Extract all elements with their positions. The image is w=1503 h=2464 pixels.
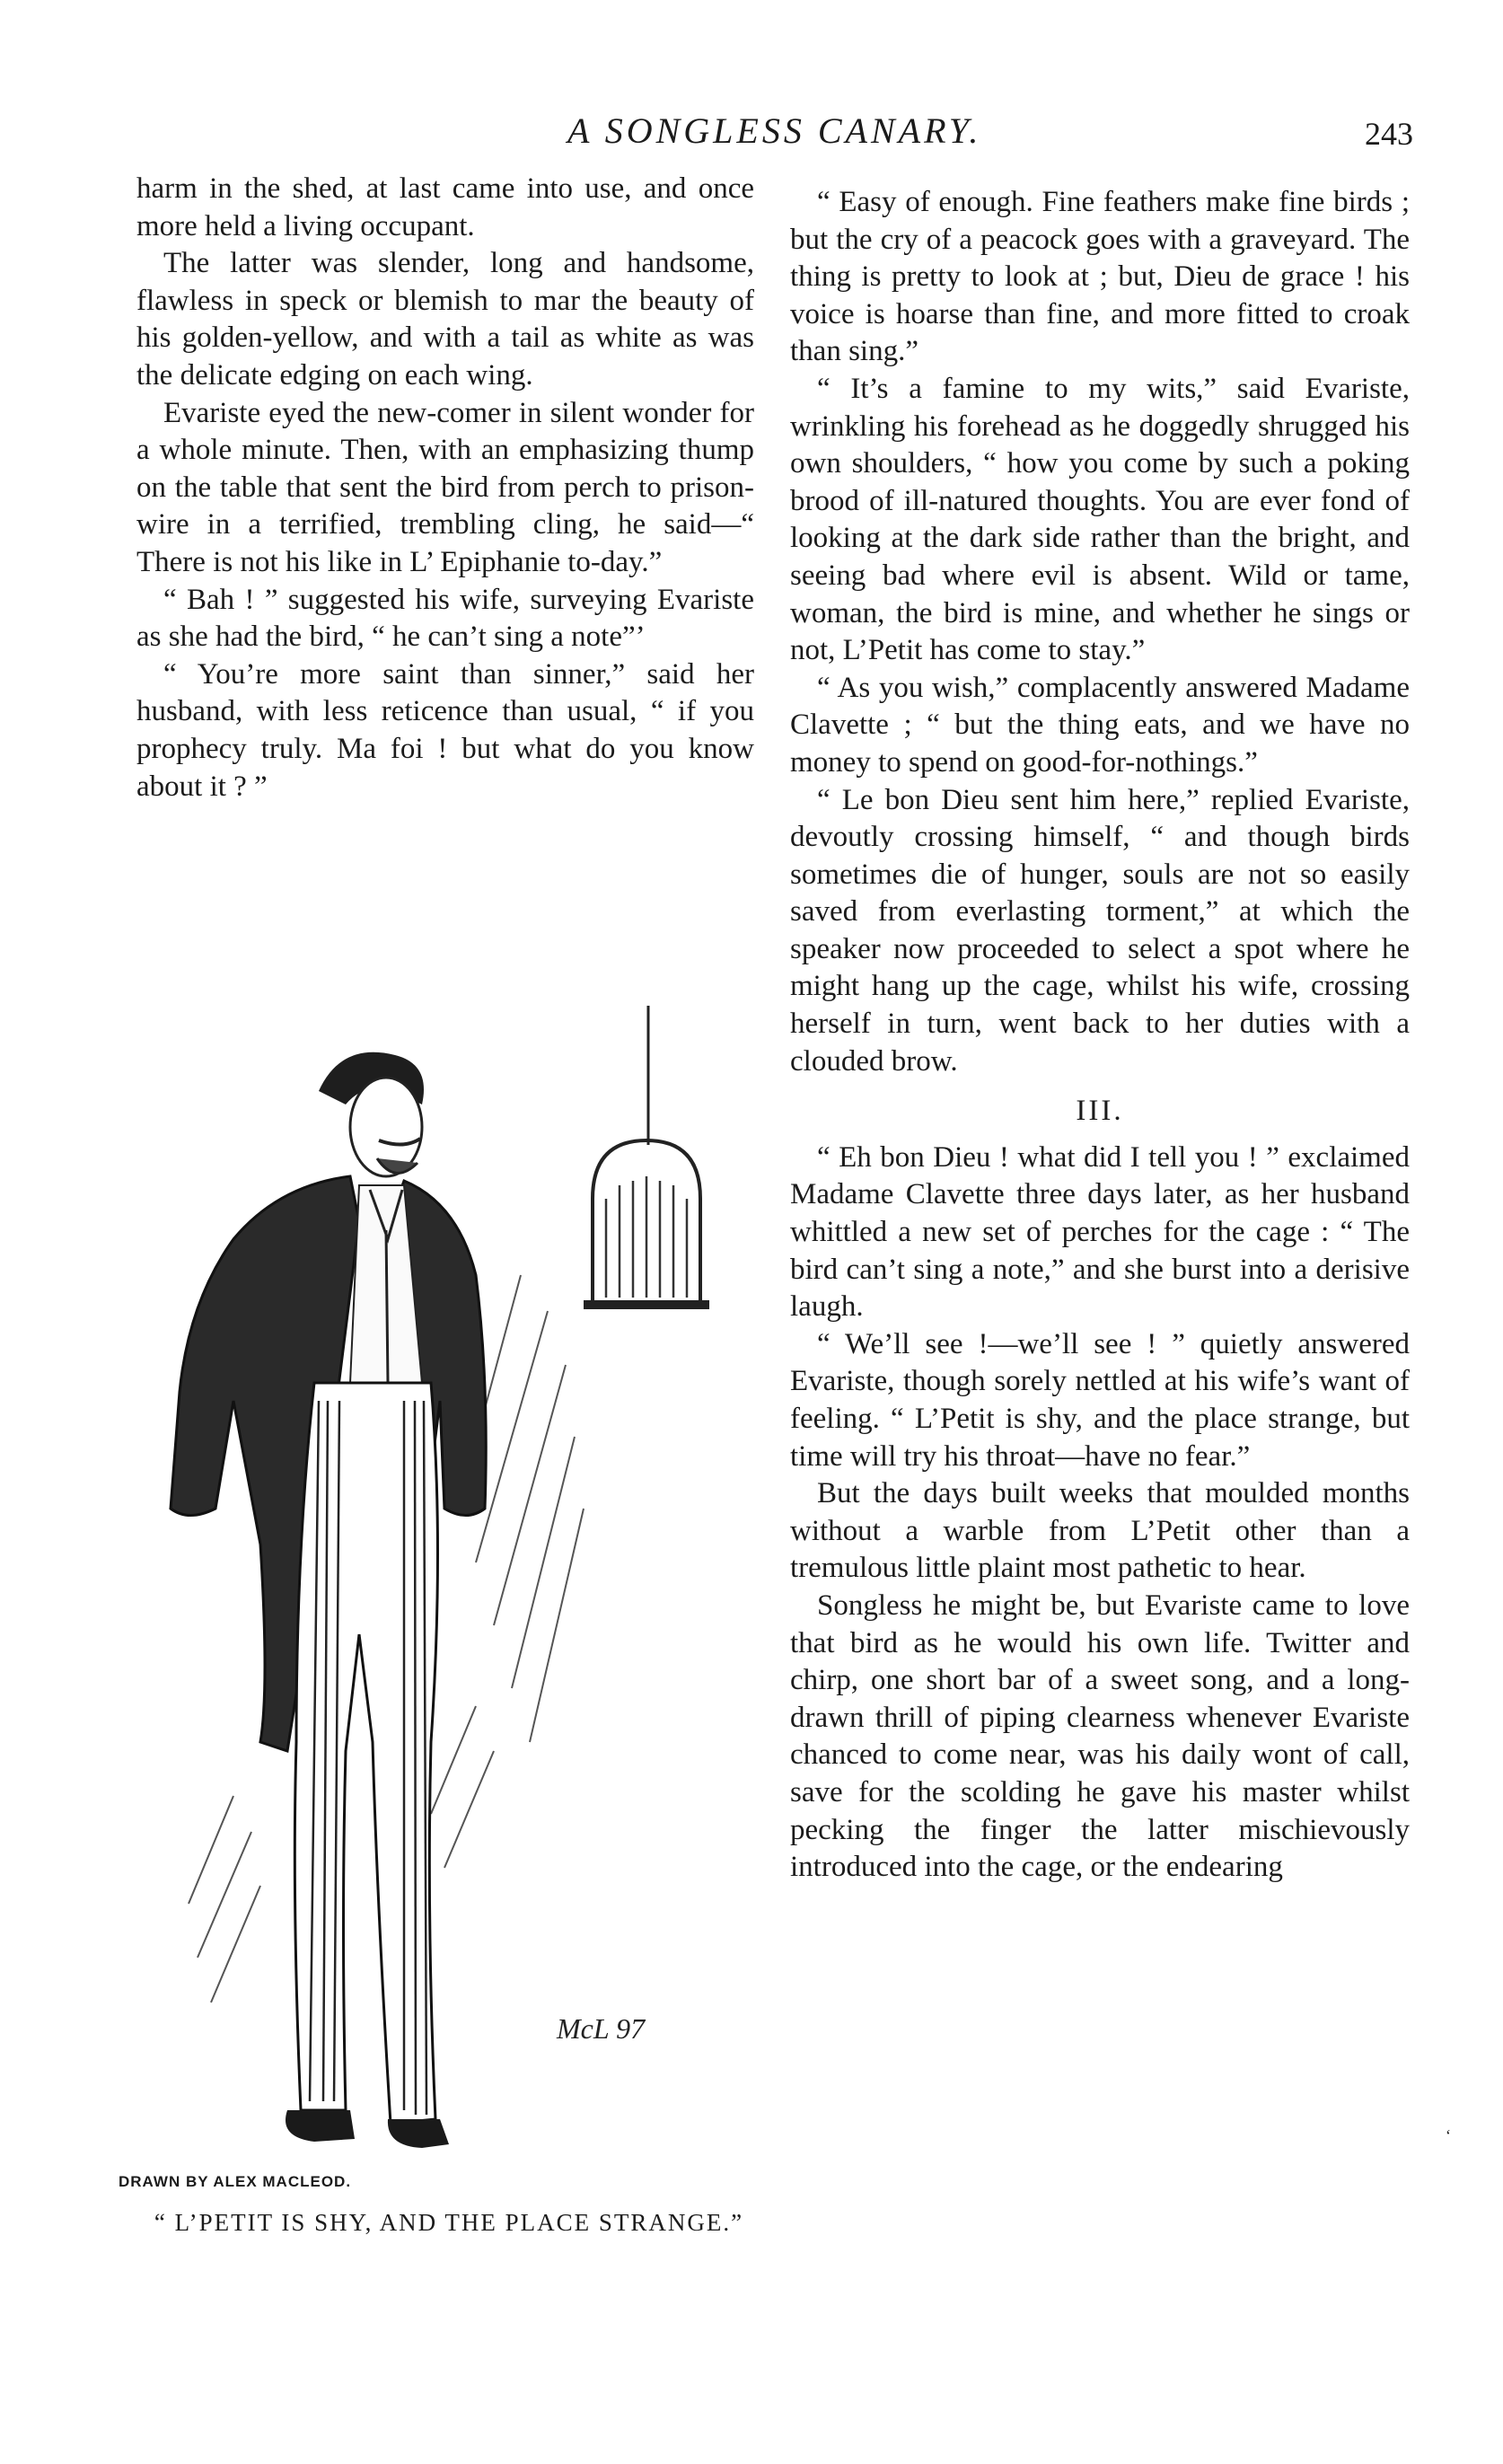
- paragraph: “ You’re more saint than sinner,” said her husband, with less reticence than usual, “ if you prophecy truly. Ma foi ! but what do you know about it ? ”: [136, 657, 754, 803]
- paragraph: harm in the shed, at last came into use, and once more held a living occupant.: [136, 172, 754, 242]
- paragraph: Songless he might be, but Evariste came to love that bird as he would his own life. Twitter and chirp, one short bar of a sweet song, and a long-drawn thrill of piping clearness whenever Evariste chanced to come near, was his daily wont of call, save for the scolding he gave his master whilst pecking the finger the latter mischievously introduced into the cage, or the endearing: [790, 1588, 1410, 1884]
- paragraph: “ It’s a famine to my wits,” said Evariste, wrinkling his forehead as he doggedly shrugged his own shoulders, “ how you come by such a poking brood of ill-natured thoughts. You are ever fond of looking at the dark side rather than the bright, and seeing bad where evil is absent. Wild or tame, woman, the bird is mine, and whether he sings or not, L’Petit has come to stay.”: [790, 372, 1410, 667]
- man-figure: [171, 1052, 486, 2148]
- left-column: [136, 171, 754, 805]
- section-number: III.: [1076, 1095, 1124, 1128]
- paragraph: Evariste eyed the new-comer in silent wonder for a whole minute. Then, with an emphasizing thump on the table that sent the bird from perch to prison-wire in a terrified, trembling cling, he said—“ There is not his like in L’ Epiphanie to-day.”: [136, 396, 754, 578]
- man-and-birdcage-drawing: [135, 1006, 763, 2164]
- paragraph: “ Bah ! ” suggested his wife, surveying Evariste as she had the bird, “ he can’t sing a note”’: [136, 583, 754, 654]
- paragraph: “ We’ll see !—we’ll see ! ” quietly answered Evariste, though sorely nettled at his wife’s want of feeling. “ L’Petit is shy, and the place strange, but time will try his throat—have no fear.”: [790, 1327, 1410, 1473]
- page-number: 243: [1365, 116, 1413, 152]
- artist-signature: McL 97: [557, 2012, 646, 2045]
- birdcage-icon: [584, 1140, 709, 1309]
- paragraph: “ As you wish,” complacently answered Madame Clavette ; “ but the thing eats, and we have no money to spend on good-for-nothings.”: [790, 671, 1410, 779]
- paragraph: “ Eh bon Dieu ! what did I tell you ! ” exclaimed Madame Clavette three days later, as her husband whittled a new set of perches for the cage : “ The bird can’t sing a note,” and she burst into a derisive laugh.: [790, 1140, 1410, 1324]
- illustration-caption: “ L’PETIT IS SHY, AND THE PLACE STRANGE.”: [154, 2209, 744, 2236]
- paragraph: The latter was slender, long and handsome, flawless in speck or blemish to mar the beauty of his golden-yellow, and with a tail as white as was the delicate edging on each wing.: [136, 247, 754, 392]
- margin-mark: ‘: [1446, 2126, 1451, 2144]
- paragraph: “ Le bon Dieu sent him here,” replied Evariste, devoutly crossing himself, “ and though birds sometimes die of hunger, souls are not so easily saved from everlasting torment,” at which the speaker now proceeded to select a spot where he might hang up the cage, whilst his wife, crossing herself in turn, went back to her duties with a clouded brow.: [790, 783, 1410, 1078]
- right-column: [790, 184, 1410, 1887]
- paragraph: “ Easy of enough. Fine feathers make fine birds ; but the cry of a peacock goes with a graveyard. The thing is pretty to look at ; but, Dieu de grace ! his voice is hoarse than fine, and more fitted to croak than sing.”: [790, 186, 1410, 368]
- paragraph: But the days built weeks that moulded months without a warble from L’Petit other than a tremulous little plaint most pathetic to hear.: [790, 1477, 1410, 1585]
- running-head: [0, 110, 1503, 154]
- illustration: [135, 1006, 763, 2164]
- illustration-credit: DRAWN BY ALEX MACLEOD.: [119, 2173, 352, 2190]
- running-title: A SONGLESS CANARY.: [567, 110, 982, 151]
